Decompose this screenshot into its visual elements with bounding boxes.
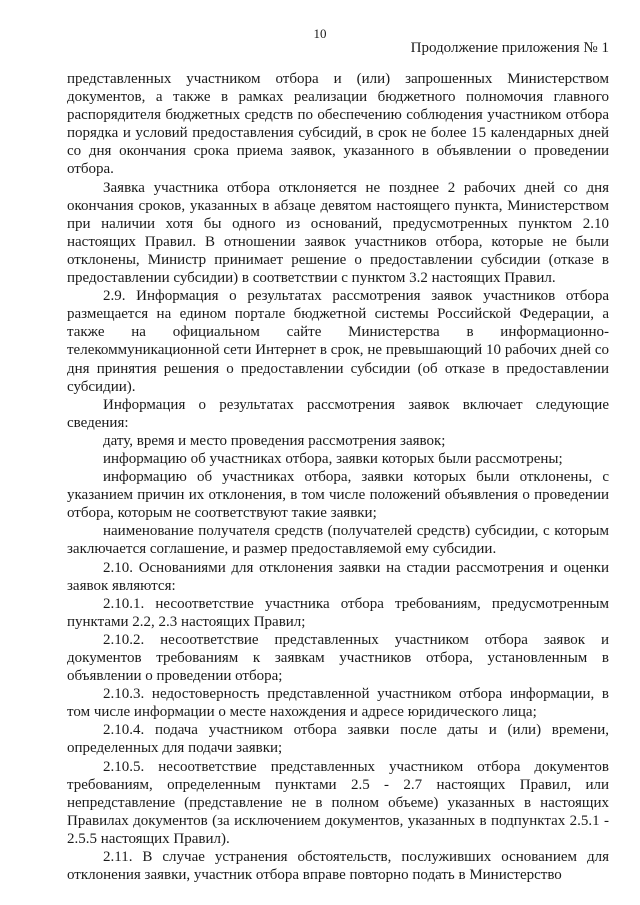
paragraph-continuation: представленных участником отбора и (или) запрошенных Министерством документов, а также в рамках реализации бюджетного полномочия главного распорядителя бюджетных средств по обеспечению соблюдения участником отбора порядка и условий предоставления субсидий, в срок не более 15 календарных дней со дня окончания срока приема заявок, указанного в объявлении о проведении отбора. bbox=[67, 71, 609, 178]
list-item-reviewed-participants: информацию об участниках отбора, заявки которых были рассмотрены; bbox=[103, 450, 563, 467]
paragraph-2-10-4: 2.10.4. подача участником отбора заявки после даты и (или) времени, определенных для подачи заявки; bbox=[67, 722, 609, 757]
appendix-continuation-note: Продолжение приложения № 1 bbox=[410, 40, 609, 56]
paragraph-2-10: 2.10. Основаниями для отклонения заявки на стадии рассмотрения и оценки заявок являются: bbox=[67, 559, 609, 594]
paragraph-2-10-3: 2.10.3. недостоверность представленной участником отбора информации, в том числе информации о месте нахождения и адресе юридического лица; bbox=[67, 686, 609, 721]
paragraph-2-9: 2.9. Информация о результатах рассмотрения заявок участников отбора размещается на едином портале бюджетной системы Российской Федерации, а также на официальном сайте Министерства в информационно-телекоммуникационной сети Интернет в срок, не превышающий 10 рабочих дней со дня принятия решения о предоставлении субсидии (об отказе в предоставлении субсидии). bbox=[67, 288, 609, 395]
paragraph-results-info: Информация о результатах рассмотрения заявок включает следующие сведения: bbox=[67, 396, 609, 431]
list-item-rejected-participants: информацию об участниках отбора, заявки которых были отклонены, с указанием причин их отклонения, в том числе положений объявления о проведении отбора, которым не соответствуют такие заявки; bbox=[67, 469, 609, 522]
paragraph-2-10-1: 2.10.1. несоответствие участника отбора требованиям, предусмотренным пунктами 2.2, 2.3 настоящих Правил; bbox=[67, 595, 609, 630]
page-number: 10 bbox=[313, 26, 327, 41]
paragraph-2-10-5: 2.10.5. несоответствие представленных участником отбора документов требованиям, определенным пунктами 2.5 - 2.7 настоящих Правил, или непредставление (представление не в полном объеме) указанных в настоящих Правилах документов (за исключением документов, указанных в подпунктах 2.5.1 - 2.5.5 настоящих Правил). bbox=[67, 758, 609, 847]
list-item-date-time: дату, время и место проведения рассмотрения заявок; bbox=[103, 432, 446, 449]
paragraph-rejection-deadline: Заявка участника отбора отклоняется не позднее 2 рабочих дней со дня окончания сроков, указанных в абзаце девятом настоящего пункта, Министерством при наличии хотя бы одного из оснований, предусмотренных пунктом 2.10 настоящих Правил. В отношении заявок участников отбора, которые не были отклонены, Министр принимает решение о предоставлении субсидии (отказе в предоставлении субсидии) в соответствии с пунктом 3.2 настоящих Правил. bbox=[67, 179, 609, 287]
paragraph-2-10-2: 2.10.2. несоответствие представленных участником отбора заявок и документов требованиям к заявкам участников отбора, установленным в объявлении о проведении отбора; bbox=[67, 631, 609, 685]
paragraph-2-11: 2.11. В случае устранения обстоятельств, послуживших основанием для отклонения заявки, участник отбора вправе повторно подать в Министерство bbox=[67, 849, 609, 884]
list-item-recipient: наименование получателя средств (получателей средств) субсидии, с которым заключается соглашение, и размер предоставляемой ему субсидии. bbox=[67, 523, 609, 558]
document-body bbox=[67, 70, 609, 884]
